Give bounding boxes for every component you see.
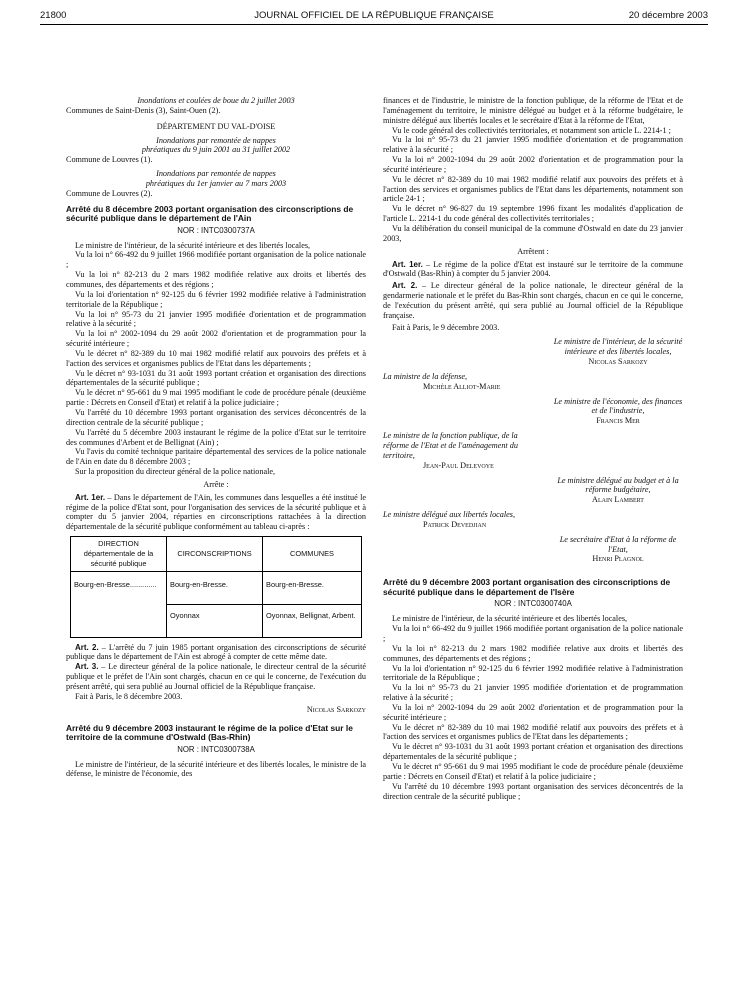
visa-paragraph: Vu la loi n° 95-73 du 21 janvier 1995 modifiée d'orientation et de programmation relative à la sécurité ; [383,683,683,703]
arrete-ostwald-article-2: Art. 2. – Le directeur général de la police nationale, le directeur général de la gendarmerie nationale et le préfet du Bas-Rhin sont chargés, chacun en ce qui le concerne, de l'exécution du présent arrêté, qui sera publié au Journal officiel de la République française. [383,281,683,320]
header-rule [40,24,708,25]
signatory [383,397,683,427]
visa-paragraph: Vu le décret n° 95-661 du 9 mai 1995 modifiant le code de procédure pénale (deuxième partie : Décrets en Conseil d'Etat) et relatif à la police judiciaire ; [383,761,683,781]
signatory-name: Henri Plagnol [592,554,644,564]
arrete-ain-article-1: Art. 1er. – Dans le département de l'Ain, les communes dans lesquelles a été institué le régime de la police d'Etat sont, pour l'organisation des services de la sécurité publique et à compter du 5 janvier 2004, réparties en circonscriptions rattachées à la direction départementale de la sécurité publique conformément au tableau ci-après : [66,492,366,532]
intro-line: Inondations par remontée de nappes phréatiques du 9 juin 2001 au 31 juillet 2002 [141,135,291,155]
visa-paragraph: Vu la loi n° 95-73 du 21 janvier 1995 modifiée d'orientation et de programmation relative à la sécurité ; [66,309,366,329]
circonscriptions-table [70,536,362,638]
visa-paragraph: Vu la délibération du conseil municipal de la commune d'Ostwald en date du 23 janvier 2003, [383,223,683,243]
intro-line: Inondations par remontée de nappes phréatiques du 1er janvier au 7 mars 2003 [145,169,287,188]
table-header-communes: COMMUNES [263,537,362,572]
signatory-role: La ministre de la défense, [383,371,468,381]
signatory-role: Le ministre de l'économie, des finances et de l'industrie, [553,396,683,416]
intro-line: Communes de Saint-Denis (3), Saint-Ouen (2). [66,105,221,115]
arrete-ostwald-article-1: Art. 1er. – Le régime de la police d'Etat est instauré sur le territoire de la commune d'Ostwald (Bas-Rhin) à compter du 5 janvier 2004. [383,259,683,279]
visa-paragraph: Le ministre de l'intérieur, de la sécurité intérieure et des libertés locales, [75,240,311,250]
arrete-ostwald-arretent-label: Arrêtent : [517,246,549,256]
table-row [71,571,362,604]
visa-paragraph: Vu le décret n° 93-1031 du 31 août 1993 portant création et organisation des directions départementales de la sécurité publique ; [383,742,683,762]
signatory-role: Le ministre de la fonction publique, de la réforme de l'Etat et de l'aménagement du territoire, [383,431,518,460]
arrete-ostwald-visas [383,96,683,244]
arrete-ostwald-nor: NOR : INTC0300738A [177,744,255,754]
signatory-name: Patrick Devedjian [423,519,487,529]
signatory-role: Le secrétaire d'Etat à la réforme de l'Etat, [559,534,677,554]
signatory [383,510,683,530]
visa-paragraph: Vu le code général des collectivités territoriales, et notamment son article L. 2214-1 ; [392,125,671,135]
table-header-circonscriptions: CIRCONSCRIPTIONS [167,537,263,572]
visa-paragraph: Vu la loi n° 82-213 du 2 mars 1982 modifiée relative aux droits et libertés des communes, des départements et des régions ; [66,270,366,289]
visa-paragraph: Sur la proposition du directeur général de la police nationale, [75,467,276,477]
visa-paragraph: Vu le décret n° 82-389 du 10 mai 1982 modifié relatif aux pouvoirs des préfets et à l'action des services et organismes publics de l'Etat dans les départements ; [66,348,366,368]
signatory [383,431,683,470]
arrete-ain-visas [66,241,366,477]
table-cell-direction: Bourg-en-Bresse............. [71,571,167,637]
arrete-isere-visas [383,614,683,801]
signatory-name: Jean-Paul Delevoye [423,460,494,470]
signatory-role: Le ministre de l'intérieur, de la sécurité intérieure et des libertés locales, [553,337,683,357]
issue-date: 20 décembre 2003 [628,10,708,21]
table-header-direction: DIRECTION départementale de la sécurité publique [71,537,167,572]
signatory-name: Alain Lambert [592,495,644,505]
page-number: 21800 [40,10,67,21]
visa-paragraph: Vu le décret n° 95-661 du 9 mai 1995 modifiant le code de procédure pénale (deuxième partie : Décrets en Conseil d'Etat) et relatif à la police judiciaire ; [66,388,366,408]
visa-paragraph: Vu la loi n° 2002-1094 du 29 août 2002 d'orientation et de programmation pour la sécurité intérieure ; [66,329,366,349]
intro-line: Commune de Louvres (2). [66,188,153,198]
arrete-ain-nor: NOR : INTC0300737A [177,225,255,235]
table-cell-circonscription: Bourg-en-Bresse. [167,571,263,604]
intro-line: Commune de Louvres (1). [66,155,153,165]
visa-paragraph: Vu le décret n° 93-1031 du 31 août 1993 portant création et organisation des directions départementales de la sécurité publique ; [66,368,366,388]
signatory-name: Francis Mer [596,416,640,426]
visa-paragraph: finances et de l'industrie, le ministre de la fonction publique, de la réforme de l'Etat et de l'aménagement du territoire, le ministre délégué au budget et à la réforme budgétaire, le ministre délégué aux libertés locales et le secrétaire d'Etat à la réforme de l'Etat, [383,96,683,125]
visa-paragraph: Vu le décret n° 82-389 du 10 mai 1982 modifié relatif aux pouvoirs des préfets et à l'action des services et organismes publics de l'Etat dans les départements, notamment son article 24-1 ; [383,174,683,204]
arrete-ostwald-fait: Fait à Paris, le 9 décembre 2003. [392,322,500,332]
visa-paragraph: Vu l'arrêté du 10 décembre 1993 portant organisation des services déconcentrés de la direction centrale de la sécurité publique ; [383,781,683,801]
arrete-isere-title: Arrêté du 9 décembre 2003 portant organisation des circonscriptions de sécurité publique dans le département de l'Isère [383,577,671,597]
signatory [383,372,683,392]
signatory-role: Le ministre délégué aux libertés locales, [383,510,516,520]
visa-paragraph: Vu le décret n° 96-827 du 19 septembre 1996 fixant les modalités d'application de l'article L. 2214-1 du code général des collectivités territoriales ; [383,204,683,224]
arrete-ain-fait: Fait à Paris, le 8 décembre 2003. [75,691,183,701]
journal-title: JOURNAL OFFICIEL DE LA RÉPUBLIQUE FRANÇAISE [254,10,494,21]
signatory [383,476,683,506]
table-cell-circonscription: Oyonnax [167,604,263,637]
visa-paragraph: Vu la loi n° 2002-1094 du 29 août 2002 d'orientation et de programmation pour la sécurité intérieure ; [383,155,683,174]
arrete-ain-title: Arrêté du 8 décembre 2003 portant organisation des circonscriptions de sécurité publique dans le département de l'Ain [66,203,354,224]
arrete-ain-signature: Nicolas Sarkozy [306,704,366,714]
arrete-ain-article-2: Art. 2. – L'arrêté du 7 juin 1985 portant organisation des circonscriptions de sécurité publique dans le département de l'Ain est abrogé à compter de cette même date. [66,642,367,662]
arrete-ostwald-intro: Le ministre de l'intérieur, de la sécurité intérieure et des libertés locales, le ministre de la défense, le ministre de l'économie, des [66,759,366,779]
intro-line: Inondations et coulées de boue du 2 juillet 2003 [137,96,295,105]
visa-paragraph: Vu l'arrêté du 5 décembre 2003 instaurant le régime de la police d'Etat sur le territoire des communes d'Arbent et de Bellignat (Ain) ; [66,427,366,447]
signatory-role: Le ministre délégué au budget et à la réforme budgétaire, [557,475,679,495]
signatory [383,337,683,367]
visa-paragraph: Vu la loi n° 2002-1094 du 29 août 2002 d'orientation et de programmation pour la sécurité intérieure ; [383,702,683,722]
signatories-block [383,337,683,564]
visa-paragraph: Vu la loi n° 66-492 du 9 juillet 1966 modifiée portant organisation de la police nationale ; [66,250,366,270]
signatory-name: Michèle Alliot-Marie [423,381,501,391]
visa-paragraph: Le ministre de l'intérieur, de la sécurité intérieure et des libertés locales, [392,614,628,624]
arrete-ain-arrete-label: Arrête : [203,479,229,489]
visa-paragraph: Vu le décret n° 82-389 du 10 mai 1982 modifié relatif aux pouvoirs des préfets et à l'action des services et organismes publics de l'Etat dans les départements ; [383,722,683,742]
arrete-isere-nor: NOR : INTC0300740A [494,599,572,609]
visa-paragraph: Vu la loi n° 82-213 du 2 mars 1982 modifiée relative aux droits et libertés des communes, des départements et des régions ; [383,643,683,663]
intro-line: DÉPARTEMENT DU VAL-D'OISE [156,121,276,131]
table-cell-communes: Bourg-en-Bresse. [263,571,362,604]
signatory-name: Nicolas Sarkozy [588,357,648,367]
visa-paragraph: Vu la loi n° 66-492 du 9 juillet 1966 modifiée portant organisation de la police nationale ; [383,624,683,643]
intro-section [66,96,366,199]
left-column [66,96,366,779]
visa-paragraph: Vu l'avis du comité technique paritaire départemental des services de la police nationale de l'Ain en date du 8 décembre 2003 ; [66,447,366,467]
visa-paragraph: Vu la loi d'orientation n° 92-125 du 6 février 1992 modifiée relative à l'administration territoriale de la République ; [383,663,683,683]
visa-paragraph: Vu la loi n° 95-73 du 21 janvier 1995 modifiée d'orientation et de programmation relative à la sécurité ; [383,135,683,155]
visa-paragraph: Vu la loi d'orientation n° 92-125 du 6 février 1992 modifiée relative à l'administration territoriale de la République ; [66,289,366,309]
arrete-ostwald-title: Arrêté du 9 décembre 2003 instaurant le régime de la police d'Etat sur le territoire de la commune d'Ostwald (Bas-Rhin) [66,722,353,743]
visa-paragraph: Vu l'arrêté du 10 décembre 1993 portant organisation des services déconcentrés de la direction centrale de la sécurité publique ; [66,407,366,427]
arrete-ain-article-3: Art. 3. – Le directeur général de la police nationale, le directeur central de la sécurité publique et le préfet de l'Ain sont chargés, chacun en ce qui le concerne, de l'exécution du présent arrêté, qui sera publié au Journal officiel de la République française. [66,662,366,691]
signatory [383,535,683,565]
right-column [383,96,683,801]
table-cell-communes: Oyonnax, Bellignat, Arbent. [263,604,362,637]
